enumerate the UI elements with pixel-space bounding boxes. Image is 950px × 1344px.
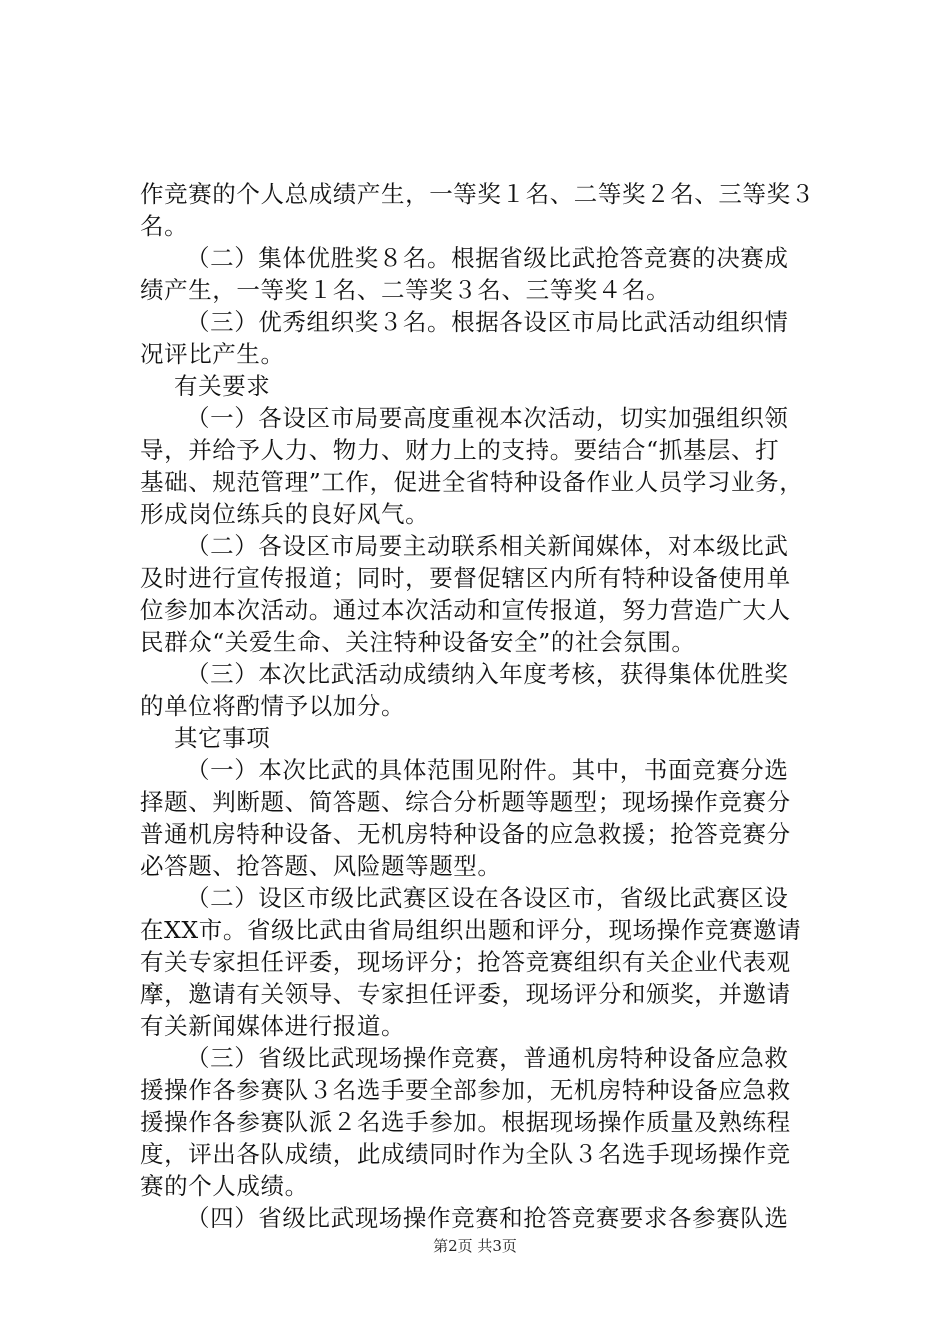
text-line: 援操作各参赛队３名选手要全部参加，无机房特种设备应急救: [140, 1076, 791, 1104]
text-line: （二）设区市级比武赛区设在各设区市，省级比武赛区设: [186, 884, 789, 912]
text-line: 度，评出各队成绩，此成绩同时作为全队３名选手现场操作竞: [140, 1140, 791, 1168]
text-line: 况评比产生。: [140, 340, 285, 368]
text-line: （一）各设区市局要高度重视本次活动，切实加强组织领: [186, 404, 789, 432]
text-line: 作竞赛的个人总成绩产生，一等奖１名、二等奖２名、三等奖３: [140, 180, 815, 208]
text-line: （三）本次比武活动成绩纳入年度考核，获得集体优胜奖: [186, 660, 789, 688]
text-line: （四）省级比武现场操作竞赛和抢答竞赛要求各参赛队选: [186, 1204, 789, 1232]
text-line: 有关专家担任评委，现场评分；抢答竞赛组织有关企业代表观: [140, 948, 791, 976]
section-heading: 有关要求: [174, 372, 271, 400]
text-line: 绩产生，一等奖１名、二等奖３名、三等奖４名。: [140, 276, 671, 304]
text-line: （三）优秀组织奖３名。根据各设区市局比武活动组织情: [186, 308, 789, 336]
text-line: 民群众“关爱生命、关注特种设备安全”的社会氛围。: [140, 628, 696, 656]
text-line: 的单位将酌情予以加分。: [140, 692, 406, 720]
text-line: 有关新闻媒体进行报道。: [140, 1012, 406, 1040]
text-line: （二）各设区市局要主动联系相关新闻媒体，对本级比武: [186, 532, 789, 560]
text-line: 导，并给予人力、物力、财力上的支持。要结合“抓基层、打: [140, 436, 780, 464]
document-body: [140, 178, 830, 1234]
text-line: （二）集体优胜奖８名。根据省级比武抢答竞赛的决赛成: [186, 244, 789, 272]
text-line: 普通机房特种设备、无机房特种设备的应急救援；抢答竞赛分: [140, 820, 791, 848]
text-line: 形成岗位练兵的良好风气。: [140, 500, 430, 528]
text-line: 基础、规范管理”工作，促进全省特种设备作业人员学习业务，: [140, 468, 804, 496]
page-footer: 第2页 共3页: [433, 1237, 517, 1255]
section-heading: 其它事项: [174, 724, 271, 752]
text-line: 位参加本次活动。通过本次活动和宣传报道，努力营造广大人: [140, 596, 791, 624]
text-line: 摩，邀请有关领导、专家担任评委，现场评分和颁奖，并邀请: [140, 980, 791, 1008]
text-line: （三）省级比武现场操作竞赛，普通机房特种设备应急救: [186, 1044, 789, 1072]
text-line: 及时进行宣传报道；同时，要督促辖区内所有特种设备使用单: [140, 564, 791, 592]
text-line: 必答题、抢答题、风险题等题型。: [140, 852, 502, 880]
text-line: 择题、判断题、简答题、综合分析题等题型；现场操作竞赛分: [140, 788, 791, 816]
text-line: 援操作各参赛队派２名选手参加。根据现场操作质量及熟练程: [140, 1108, 791, 1136]
text-line: （一）本次比武的具体范围见附件。其中，书面竞赛分选: [186, 756, 789, 784]
text-line: 在XX市。省级比武由省局组织出题和评分，现场操作竞赛邀请: [140, 916, 802, 944]
text-line: 名。: [140, 212, 189, 240]
text-line: 赛的个人成绩。: [140, 1172, 309, 1200]
